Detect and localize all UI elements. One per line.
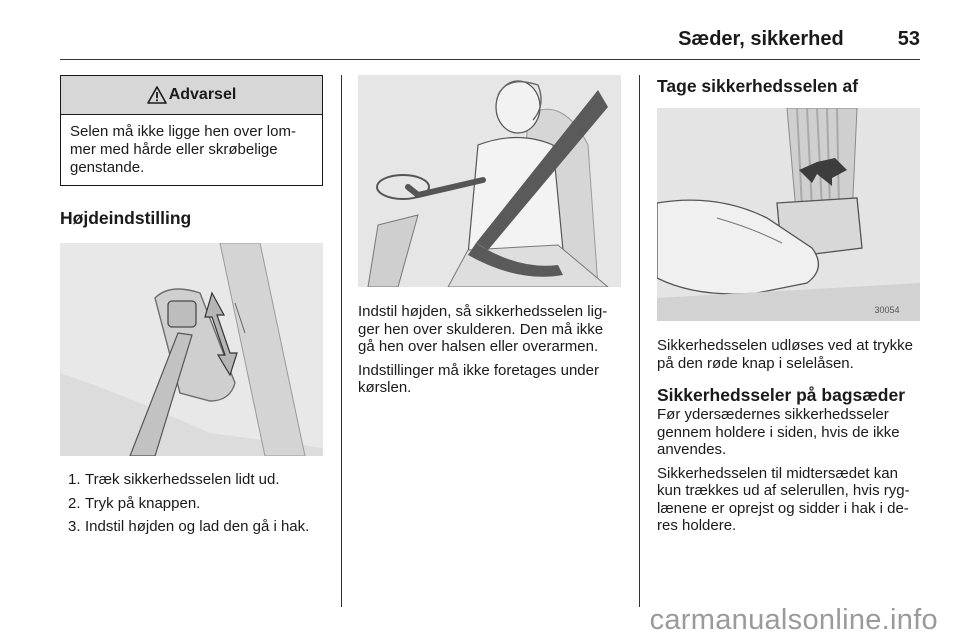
rear-seatbelts-heading: Sikkerhedsseler på bagsæder bbox=[657, 385, 906, 405]
warning-text: Selen må ikke ligge hen over lom-mer med hårde eller skrøbelige genstande. bbox=[70, 123, 296, 176]
height-steps-list bbox=[60, 471, 323, 536]
watermark: carmanualsonline.info bbox=[649, 604, 938, 636]
release-belt-paragraph: Sikkerhedsselen udløses ved at trykke på den røde knap i selelåsen. bbox=[657, 337, 913, 372]
column-middle bbox=[358, 75, 623, 397]
column-divider bbox=[639, 75, 640, 607]
driver-seatbelt-illustration bbox=[358, 75, 621, 287]
warning-header bbox=[61, 76, 322, 115]
warning-title: Advarsel bbox=[168, 86, 237, 103]
page-header bbox=[60, 20, 920, 60]
driving-warning-paragraph: Indstillinger må ikke foretages under kørslen. bbox=[358, 361, 599, 396]
list-item: 2. Tryk på knappen. bbox=[68, 494, 201, 512]
page-title: Sæder, sikkerhed bbox=[678, 28, 844, 50]
list-item: 1. Træk sikkerhedsselen lidt ud. bbox=[68, 471, 280, 488]
column-left bbox=[60, 75, 323, 542]
height-adjuster-illustration bbox=[60, 243, 323, 456]
height-adjustment-heading: Højdeindstilling bbox=[60, 208, 192, 228]
buckle-release-illustration bbox=[657, 108, 920, 321]
rear-seatbelts-paragraph-1: Før ydersædernes sikkerhedsseler gennem holdere i siden, hvis de ikke anvendes. bbox=[657, 406, 900, 458]
list-item: 3. Indstil højden og lad den gå i hak. bbox=[68, 518, 310, 535]
page-number: 53 bbox=[897, 28, 920, 50]
column-right bbox=[657, 75, 920, 535]
height-adjust-paragraph: Indstil højden, så sikkerhedsselen lig-ger hen over skulderen. Den må ikke gå hen over halsen eller overarmen. bbox=[358, 303, 608, 355]
column-divider bbox=[341, 75, 342, 607]
warning-box bbox=[60, 75, 323, 186]
figure-number: 30054 bbox=[874, 305, 900, 315]
rear-seatbelts-paragraph-2: Sikkerhedsselen til midtersædet kan kun trækkes ud af selerullen, hvis ryg-lænene er oprejst og sidder i hak i de-res holdere. bbox=[657, 464, 910, 534]
warning-triangle-icon bbox=[147, 86, 167, 104]
release-belt-heading: Tage sikkerhedsselen af bbox=[657, 76, 859, 96]
